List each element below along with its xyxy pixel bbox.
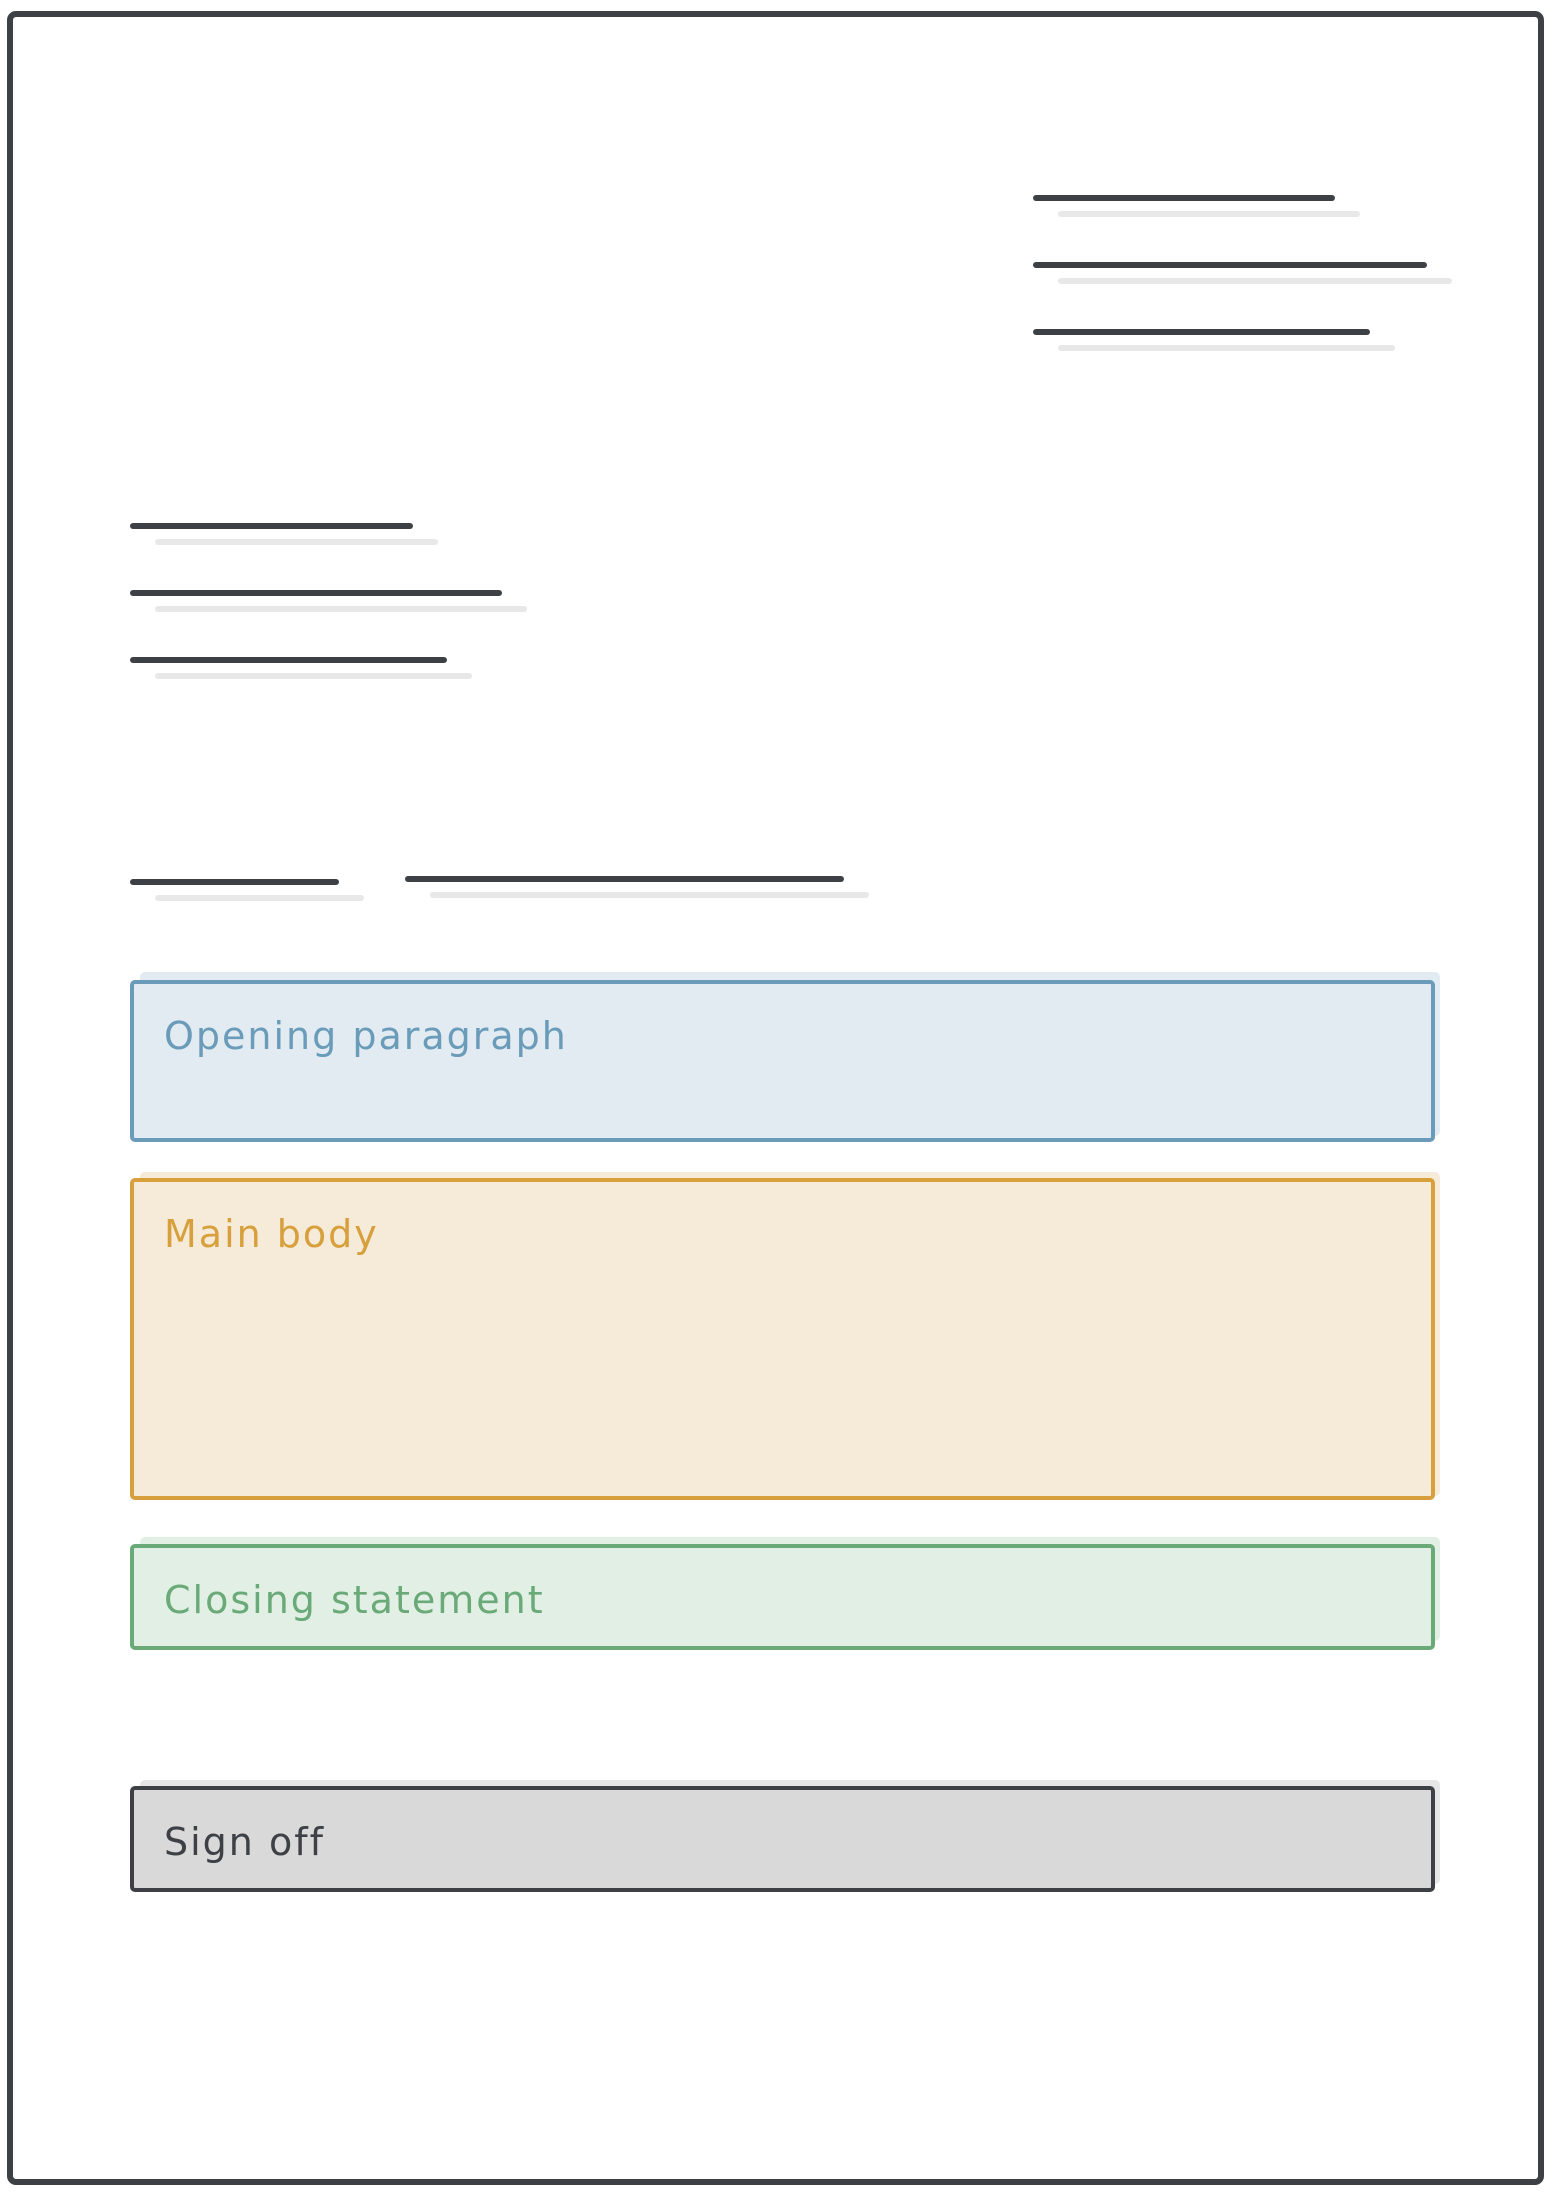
recipient-address-line-3-shadow <box>155 673 472 679</box>
sender-address-line-3-shadow <box>1058 345 1395 351</box>
sender-address-line-2-shadow <box>1058 278 1452 284</box>
recipient-address-line-3 <box>130 657 447 663</box>
closing-statement-box <box>130 1544 1435 1650</box>
sender-address-line-1-shadow <box>1058 211 1360 217</box>
opening-paragraph-label: Opening paragraph <box>164 1014 568 1058</box>
subject-line <box>405 876 844 882</box>
date-line-shadow <box>155 895 364 901</box>
recipient-address-line-2-shadow <box>155 606 527 612</box>
sender-address-line-2 <box>1033 262 1427 268</box>
opening-paragraph-box <box>130 980 1435 1142</box>
closing-statement-label: Closing statement <box>164 1578 545 1622</box>
subject-line-shadow <box>430 892 869 898</box>
recipient-address-line-1 <box>130 523 413 529</box>
recipient-address-line-2 <box>130 590 502 596</box>
sign-off-box <box>130 1786 1435 1892</box>
recipient-address-line-1-shadow <box>155 539 438 545</box>
main-body-label: Main body <box>164 1212 379 1256</box>
sender-address-line-1 <box>1033 195 1335 201</box>
sender-address-line-3 <box>1033 329 1370 335</box>
date-line <box>130 879 339 885</box>
sign-off-label: Sign off <box>164 1820 325 1864</box>
main-body-box <box>130 1178 1435 1500</box>
